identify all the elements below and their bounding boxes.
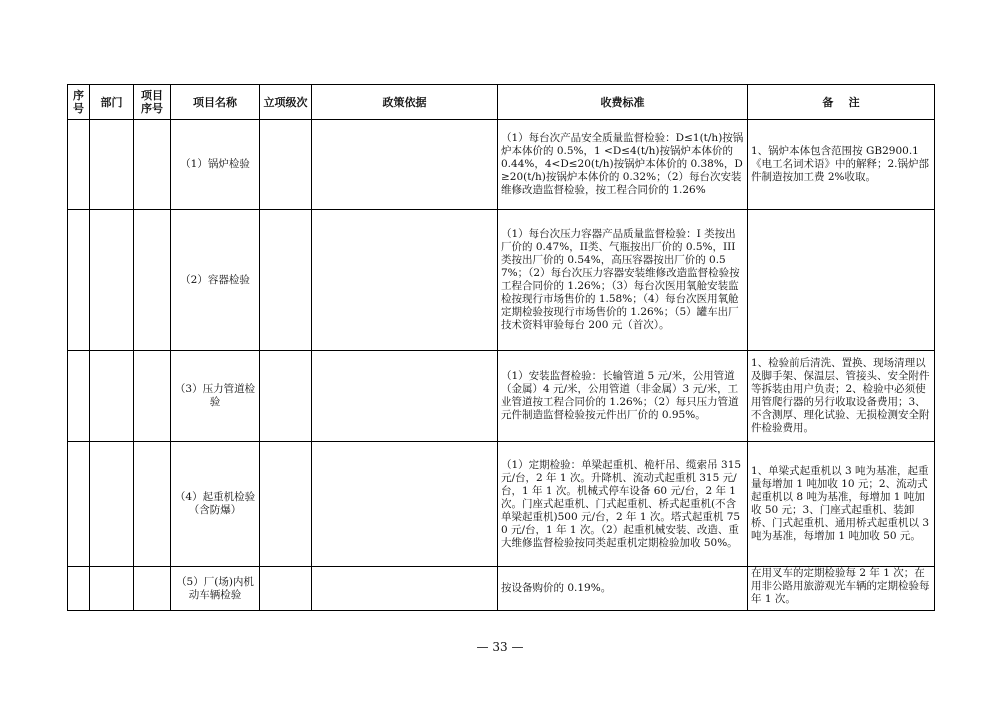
table-row [68,120,935,210]
fee-standard: （1）定期检验：单梁起重机、桅杆吊、缆索吊 315 元/台，2 年 1 次。升降机、流动式起重机 315 元/台，1 年 1 次。机械式停车设备 60 元/台，2 年 1 次。门座式起重机、门式起重机、桥式起重机(不含单梁起重机)500 元/台，2 年 1 次。塔式起重机 750 元/台，1 年 1 次。（2）起重机械安装、改造、重大维修监督检验按同类起重机定期检验加收 50%。 [498,442,748,567]
fee-standard: （1）每台次产品安全质量监督检验：D≤1(t/h)按锅炉本体价的 0.5%，1 <D≤4(t/h)按锅炉本体价的 0.44%，4<D≤20(t/h)按锅炉本体价的 0.38%，D≥20(t/h)按锅炉本体价的 0.32%；（2）每台次安装维修改造监督检验，按工程合同价的 1.26% [498,120,748,210]
remark: 1、检验前后清洗、置换、现场清理以及脚手架、保温层、管接头、安全附件等拆装由用户负责；2、检验中必须使用管爬行器的另行收取设备费用；3、不含测厚、理化试验、无损检测安全附件检验费用。 [748,351,935,442]
header-dept: 部门 [90,85,134,120]
table-row [68,567,935,611]
table-row [68,210,935,351]
item-name: （1）锅炉检验 [171,120,260,210]
item-name: （3）压力管道检验 [171,351,260,442]
header-seq: 序号 [68,85,90,120]
remark [748,210,935,351]
header-row [68,85,935,120]
fee-standard: （1）安装监督检验：长输管道 5 元/米，公用管道（金属）4 元/米，公用管道（非金属）3 元/米，工业管道按工程合同价的 1.26%；（2）每只压力管道元件制造监督检验按元件出厂价的 0.95%。 [498,351,748,442]
header-remarks: 备 注 [748,85,935,120]
item-name: （2）容器检验 [171,210,260,351]
remark: 在用叉车的定期检验每 2 年 1 次；在用非公路用旅游观光车辆的定期检验每年 1 次。 [748,567,935,611]
item-name: （4）起重机检验（含防爆） [171,442,260,567]
header-fee-standard: 收费标准 [498,85,748,120]
table-row [68,442,935,567]
header-approval-level: 立项级次 [260,85,312,120]
remark: 1、单梁式起重机以 3 吨为基准，起重量每增加 1 吨加收 10 元；2、流动式起重机以 8 吨为基准，每增加 1 吨加收 50 元；3、门座式起重机、装卸桥、门式起重机、通用桥式起重机以 3 吨为基准，每增加 1 吨加收 50 元。 [748,442,935,567]
fee-table [67,84,935,611]
item-name: （5）厂(场)内机动车辆检验 [171,567,260,611]
page-number: — 33 — [476,640,524,654]
remark: 1、锅炉本体包含范围按 GB2900.1《电工名词术语》中的解释；2.锅炉部件制造按加工费 2%收取。 [748,120,935,210]
fee-standard: 按设备购价的 0.19%。 [498,567,748,611]
table-row [68,351,935,442]
header-item-seq: 项目序号 [134,85,171,120]
fee-standard: （1）每台次压力容器产品质量监督检验：I 类按出厂价的 0.47%，II类、气瓶按出厂价的 0.5%，III类按出厂价的 0.54%，高压容器按出厂价的 0.57%；（2）每台次压力容器安装维修改造监督检验按工程合同价的 1.26%；（3）每台次医用氧舱安装监检按现行市场售价的 1.58%；（4）每台次医用氧舱定期检验按现行市场售价的 1.26%；（5）罐车出厂技术资料审验每台 200 元（首次）。 [498,210,748,351]
header-policy: 政策依据 [312,85,498,120]
header-item-name: 项目名称 [171,85,260,120]
